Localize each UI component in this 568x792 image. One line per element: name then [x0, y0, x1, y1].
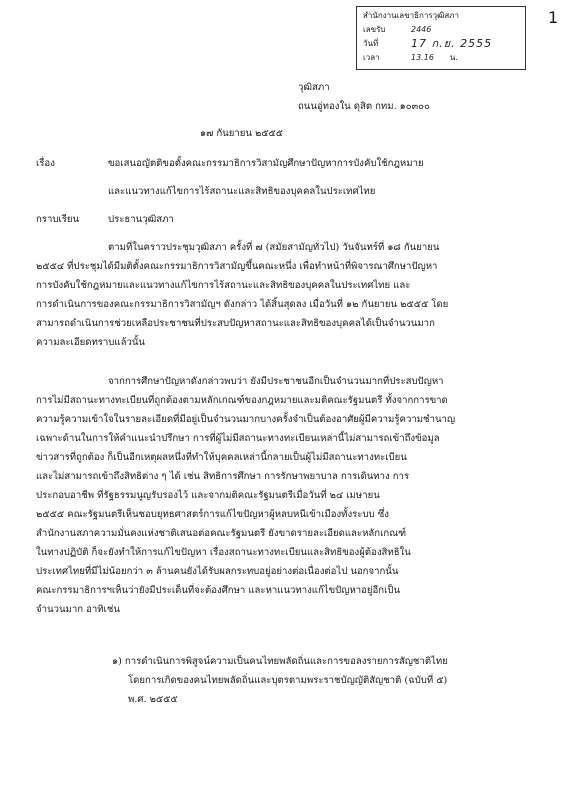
- paragraph-line: จำนวนมาก อาทิเช่น: [36, 604, 120, 615]
- stamp-time-label: เวลา: [363, 53, 380, 62]
- sender-address: ถนนอู่ทองใน ดุสิต กทม. ๑๐๓๐๐: [298, 101, 430, 112]
- list-item-line: ๑) การดำเนินการพิสูจน์ความเป็นคนไทยพลัดถิ่นและการขอลงรายการสัญชาติไทย: [112, 656, 448, 667]
- paragraph-line: ตามที่ในคราวประชุมวุฒิสภา ครั้งที่ ๗ (สมัยสามัญทั่วไป) วันจันทร์ที่ ๑๘ กันยายน: [108, 242, 440, 253]
- letter-date: ๑๗ กันยายน ๒๕๕๕: [200, 128, 284, 139]
- paragraph-line: การบังคับใช้กฎหมายและแนวทางแก้ไขการไร้สถานะและสิทธิของบุคคลในประเทศไทย และ: [36, 280, 411, 291]
- stamp-office-row: [363, 9, 519, 23]
- paragraph-line: ในทางปฏิบัติ ก็จะยังทำให้การแก้ไขปัญหา เรื่องสถานะทางทะเบียนและสิทธิของผู้ต้องสิทธิใน: [36, 547, 411, 558]
- paragraph-line: การไม่มีสถานะทางทะเบียนที่ถูกต้องตามหลักเกณฑ์ของกฎหมายและมติคณะรัฐมนตรี ทั้งจากการขาด: [36, 395, 448, 406]
- paragraph-line: การดำเนินการของคณะกรรมาธิการวิสามัญฯ ดังกล่าว ได้สิ้นสุดลง เมื่อวันที่ ๑๒ กันยายน ๒๕๕๕ โดย: [36, 299, 449, 310]
- list-item-line: พ.ศ. ๒๕๕๕: [128, 694, 178, 705]
- paragraph-line: สำนักงานสภาความมั่นคงแห่งชาติเสนอต่อคณะรัฐมนตรี ยังขาดรายละเอียดและหลักเกณฑ์: [36, 528, 407, 539]
- paragraph-line: ๒๕๕๔ ที่ประชุมได้มีมติตั้งคณะกรรมาธิการวิสามัญขึ้นคณะหนึ่ง เพื่อทำหน้าที่พิจารณาศึกษาปัญหา: [36, 261, 438, 272]
- list-item-1: [112, 652, 530, 709]
- paragraph-line: คณะกรรมาธิการฯเห็นว่ายังมีประเด็นที่จะต้องศึกษา และหาแนวทางแก้ไขปัญหาอยู่อีกเป็น: [36, 585, 401, 596]
- paragraph-line: ๒๕๕๕ คณะรัฐมนตรีเห็นชอบยุทธศาสตร์การแก้ไขปัญหาผู้หลบหนีเข้าเมืองทั้งระบบ ซึ่ง: [36, 509, 389, 520]
- sender-org: วุฒิสภา: [298, 82, 330, 93]
- stamp-time-suffix: น.: [449, 53, 458, 62]
- addressee-label: กราบเรียน: [36, 214, 80, 225]
- paragraph-line: ความรู้ความเข้าใจในรายละเอียดที่มีอยู่เป็นจำนวนมากบางครั้งจำเป็นต้องอาศัยผู้มีความรู้ความชำนาญ: [36, 414, 456, 425]
- stamp-time-row: [363, 51, 519, 65]
- addressee-value: ประธานวุฒิสภา: [108, 214, 174, 225]
- subject-label: เรื่อง: [36, 158, 55, 169]
- stamp-time-value: 13.16: [411, 53, 434, 62]
- paragraph-line: ประเทศไทยที่มีไม่น้อยกว่า ๓ ล้านคนยังได้รับผลกระทบอยู่อย่างต่อเนื่องต่อไป นอกจากนั้น: [36, 566, 399, 577]
- corner-mark: 1: [548, 8, 559, 27]
- stamp-date-label: วันที่: [363, 39, 379, 48]
- paragraph-line: เฉพาะด้านในการให้คำแนะนำปรึกษา การที่ผู้ไม่มีสถานะทางทะเบียนเหล่านี้ไม่สามารถเข้าถึงข้อมูล: [36, 433, 440, 444]
- paragraph-line: ความละเอียดทราบแล้วนั้น: [36, 337, 145, 348]
- paragraph-1: [36, 238, 528, 352]
- stamp-number-value: 2446: [411, 25, 432, 34]
- stamp-number-row: [363, 23, 519, 37]
- stamp-office: สำนักงานเลขาธิการวุฒิสภา: [363, 11, 460, 20]
- paragraph-line: ประกอบอาชีพ ที่รัฐธรรมนูญรับรองไว้ และจากมติคณะรัฐมนตรีเมื่อวันที่ ๒๔ เมษายน: [36, 490, 380, 501]
- paragraph-line: สามารถดำเนินการช่วยเหลือประชาชนที่ประสบปัญหาสถานะและสิทธิของบุคคลได้เป็นจำนวนมาก: [36, 318, 435, 329]
- receipt-stamp: [356, 6, 526, 70]
- stamp-date-value: 17 ก.ย. 2555: [411, 37, 493, 50]
- paragraph-2: [36, 372, 528, 619]
- paragraph-line: และไม่สามารถเข้าถึงสิทธิต่าง ๆ ได้ เช่น สิทธิการศึกษา การรักษาพยาบาล การเดินทาง การ: [36, 471, 410, 482]
- stamp-date-row: [363, 37, 519, 51]
- subject-line-2: และแนวทางแก้ไขการไร้สถานะและสิทธิของบุคคลในประเทศไทย: [108, 186, 376, 197]
- list-item-line: โดยการเกิดของคนไทยพลัดถิ่นและบุตรตามพระราชบัญญัติสัญชาติ (ฉบับที่ ๕): [128, 675, 448, 686]
- paragraph-line: จากการศึกษาปัญหาดังกล่าวพบว่า ยังมีประชาชนอีกเป็นจำนวนมากที่ประสบปัญหา: [108, 376, 444, 387]
- stamp-number-label: เลขรับ: [363, 25, 386, 34]
- paragraph-line: ข่าวสารที่ถูกต้อง ก็เป็นอีกเหตุผลหนึ่งที่ทำให้บุคคลเหล่านี้กลายเป็นผู้ไม่มีสถานะทางทะเบียน: [36, 452, 407, 463]
- subject-line-1: ขอเสนอญัตติขอตั้งคณะกรรมาธิการวิสามัญศึกษาปัญหาการบังคับใช้กฎหมาย: [108, 158, 424, 169]
